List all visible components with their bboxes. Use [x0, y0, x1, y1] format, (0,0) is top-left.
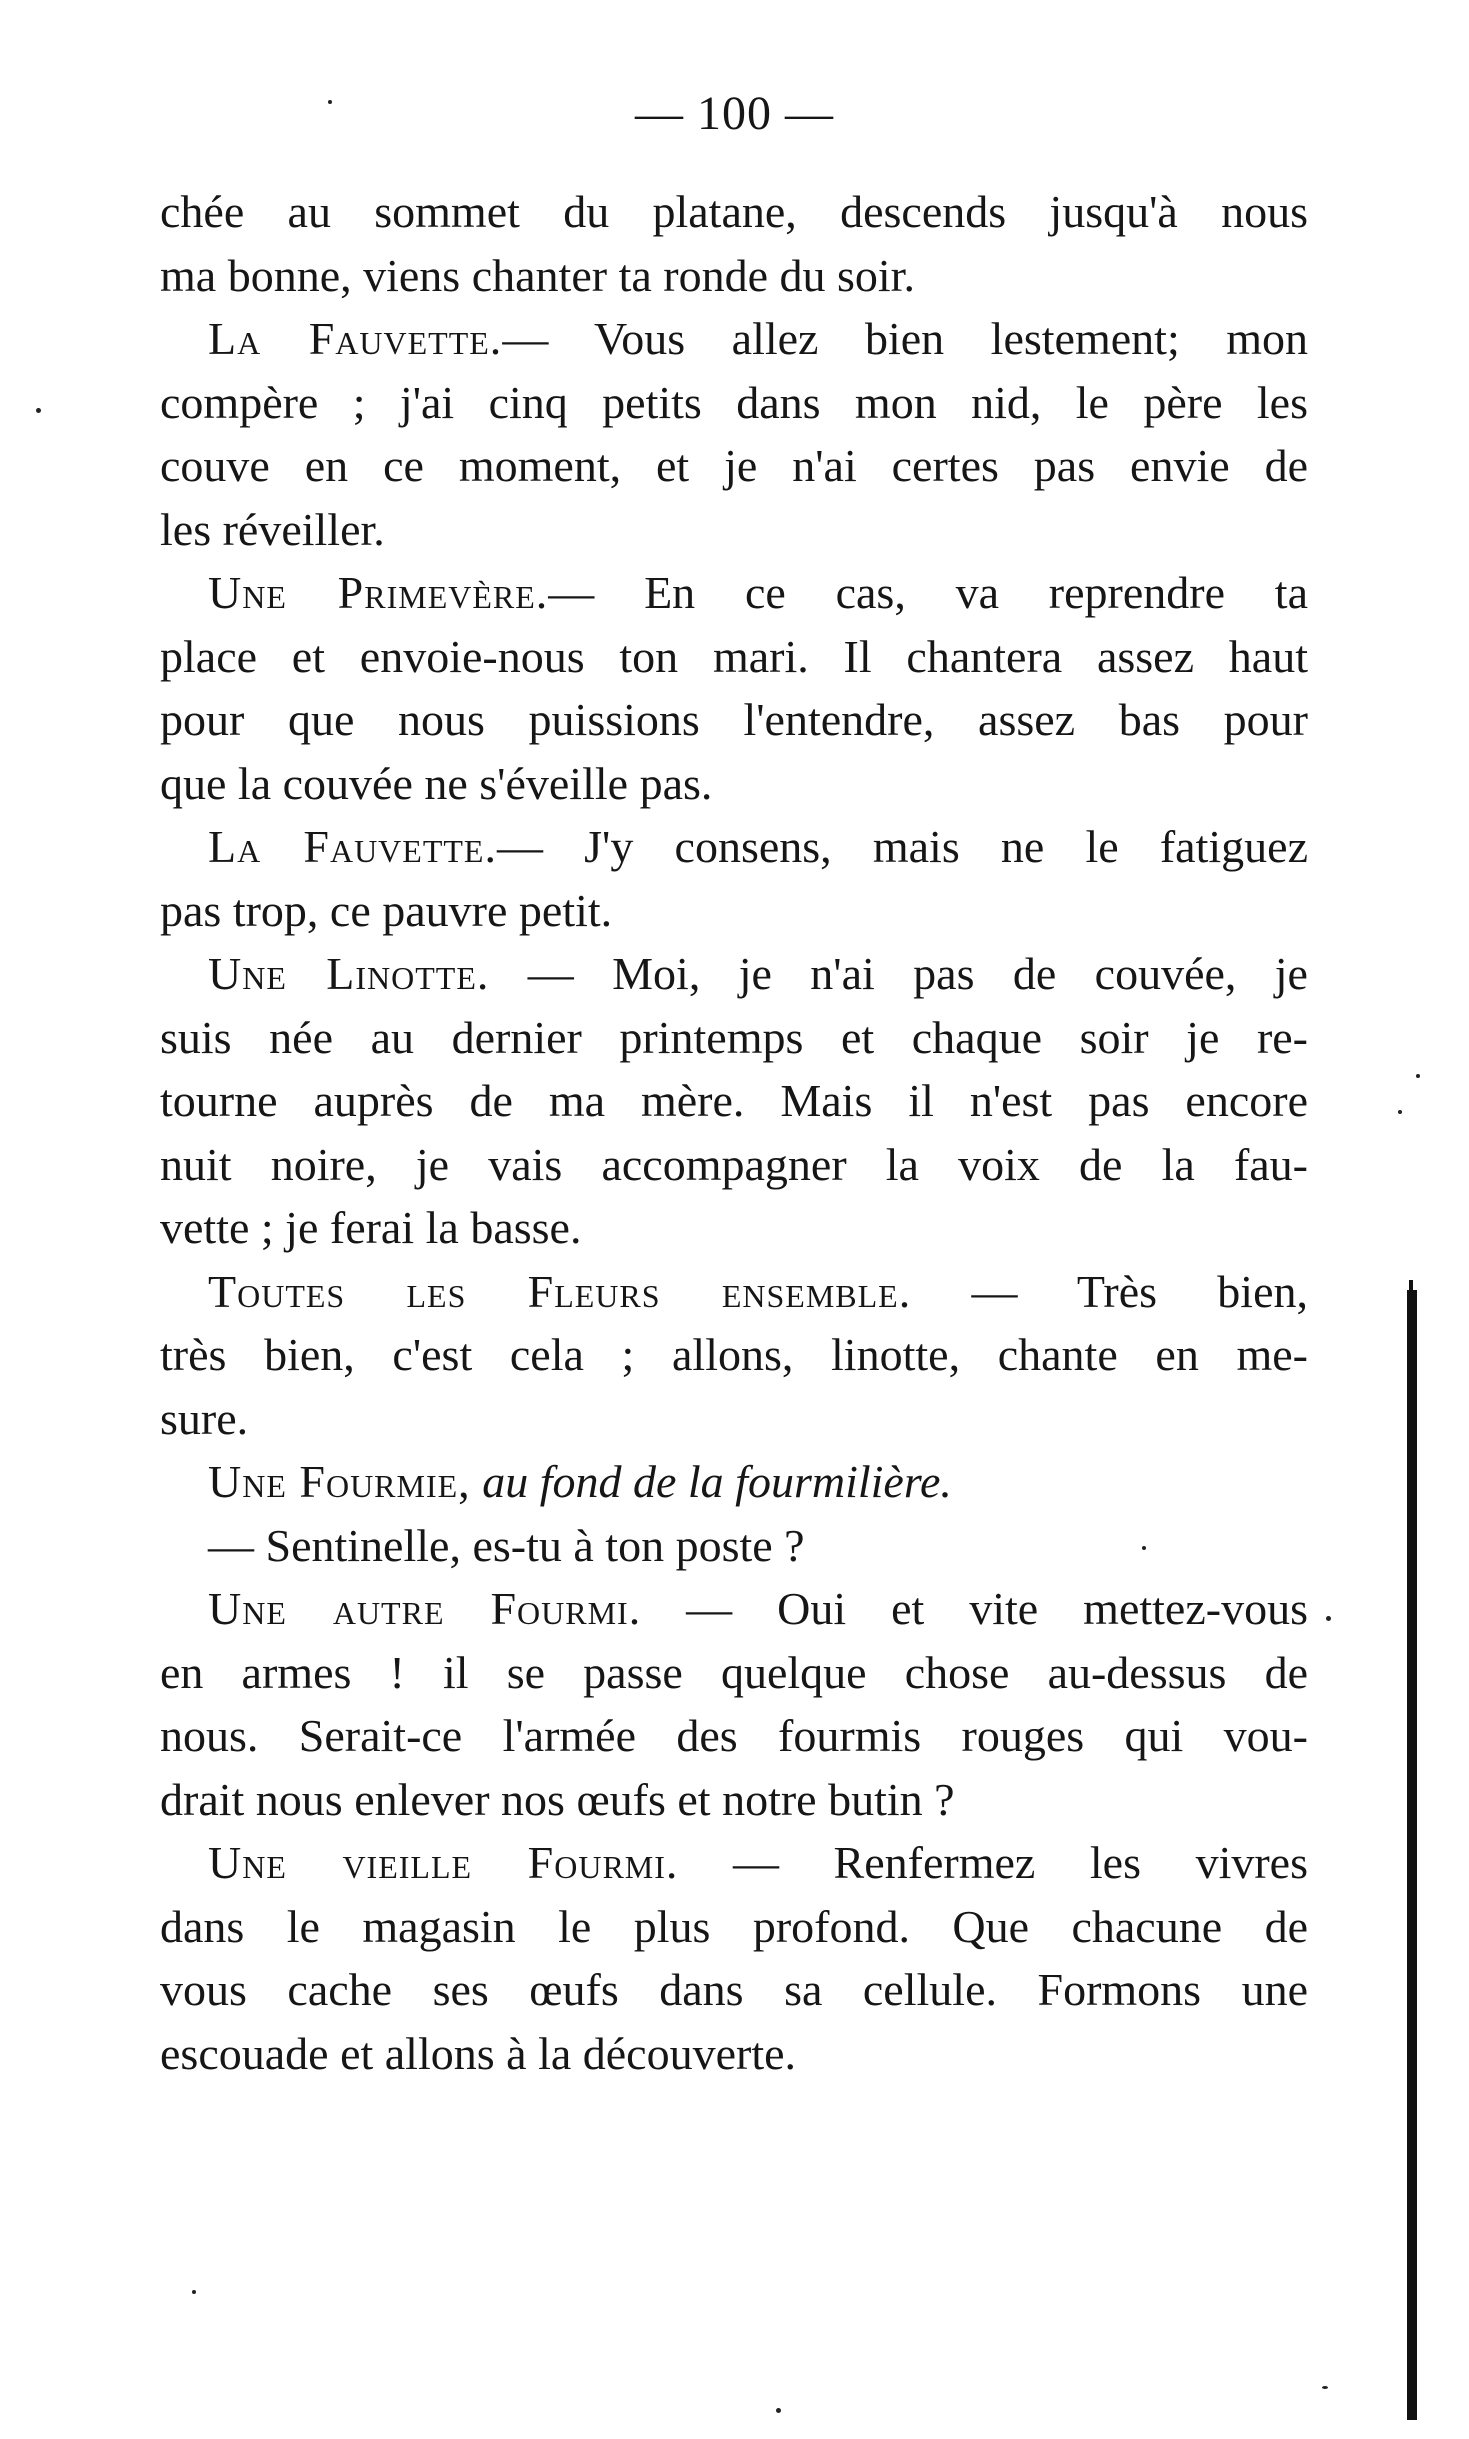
text-line: les réveiller.: [160, 503, 385, 555]
text-line: nous. Serait-ce l'armée des fourmis rouges qui vou-: [160, 1710, 1308, 1761]
dialogue-line: [160, 307, 1308, 371]
text-line: en armes ! il se passe quelque chose au-dessus de: [160, 1646, 1308, 1698]
scan-speck: [776, 2408, 781, 2413]
speech-text: — Renfermez les vivres: [678, 1837, 1308, 1888]
binding-shadow: [1409, 1280, 1413, 1290]
scan-speck: [1416, 1074, 1420, 1078]
dialogue-line: [160, 942, 1308, 1006]
scan-speck: [1142, 1546, 1146, 1550]
text-line: escouade et allons à la découverte.: [160, 2027, 797, 2079]
dialogue-line: [160, 1450, 1308, 1514]
scan-speck: [192, 2290, 196, 2294]
scan-speck: [1398, 1110, 1402, 1114]
dialogue-line: [160, 1260, 1308, 1324]
text-line: suis née au dernier printemps et chaque soir je re-: [160, 1011, 1308, 1063]
page-number: — 100 —: [635, 87, 834, 140]
scan-speck: [36, 408, 41, 413]
text-line: drait nous enlever nos œufs et notre butin ?: [160, 1773, 955, 1825]
scan-speck: [1322, 2386, 1328, 2389]
speech-text: — Oui et vite mettez-vous: [641, 1583, 1308, 1634]
speaker-name: Toutes les Fleurs ensemble.: [208, 1265, 912, 1317]
text-line: ma bonne, viens chanter ta ronde du soir.: [160, 249, 915, 301]
speech-text: — Très bien,: [911, 1265, 1308, 1317]
text-line: — Sentinelle, es-tu à ton poste ?: [208, 1519, 805, 1571]
text-line: sure.: [160, 1392, 249, 1444]
speaker-name: Une Primevère.: [208, 567, 549, 618]
dialogue-line: [160, 1831, 1308, 1895]
text-line: chée au sommet du platane, descends jusqu'à nous: [160, 186, 1308, 237]
text-line: compère ; j'ai cinq petits dans mon nid, le père les: [160, 376, 1308, 428]
text-line: vous cache ses œufs dans sa cellule. Formons une: [160, 1964, 1308, 2015]
speech-text: — Moi, je n'ai pas de couvée, je: [489, 948, 1308, 999]
speaker-name: Une Fourmie,: [208, 1456, 471, 1507]
stage-direction: au fond de la fourmilière.: [470, 1456, 952, 1507]
scan-speck: [328, 100, 332, 104]
speaker-name: La Fauvette.: [208, 313, 503, 364]
speech-text: — En ce cas, va reprendre ta: [548, 567, 1308, 618]
speaker-name: La Fauvette.: [208, 821, 497, 872]
text-line: pour que nous puissions l'entendre, assez bas pour: [160, 694, 1308, 745]
text-line: pas trop, ce pauvre petit.: [160, 884, 613, 936]
binding-shadow: [1407, 1290, 1417, 2420]
text-line: tourne auprès de ma mère. Mais il n'est pas encore: [160, 1075, 1308, 1126]
scan-speck: [1326, 1616, 1331, 1621]
text-line: dans le magasin le plus profond. Que chacune de: [160, 1900, 1308, 1952]
speech-text: — J'y consens, mais ne le fatiguez: [496, 821, 1308, 872]
text-line: très bien, c'est cela ; allons, linotte, chante en me-: [160, 1329, 1308, 1380]
text-line: nuit noire, je vais accompagner la voix de la fau-: [160, 1138, 1308, 1190]
text-line: vette ; je ferai la basse.: [160, 1202, 582, 1253]
speech-text: — Vous allez bien lestement; mon: [502, 313, 1309, 364]
dialogue-line: [160, 561, 1308, 625]
body-text: [160, 180, 1308, 2085]
text-line: que la couvée ne s'éveille pas.: [160, 757, 713, 809]
text-line: place et envoie-nous ton mari. Il chantera assez haut: [160, 630, 1308, 682]
dialogue-line: [160, 1577, 1308, 1641]
text-line: couve en ce moment, et je n'ai certes pas envie de: [160, 440, 1308, 491]
speaker-name: Une Linotte.: [208, 948, 490, 999]
speaker-name: Une vieille Fourmi.: [208, 1837, 679, 1888]
speaker-name: Une autre Fourmi.: [208, 1583, 642, 1634]
dialogue-line: [160, 815, 1308, 879]
